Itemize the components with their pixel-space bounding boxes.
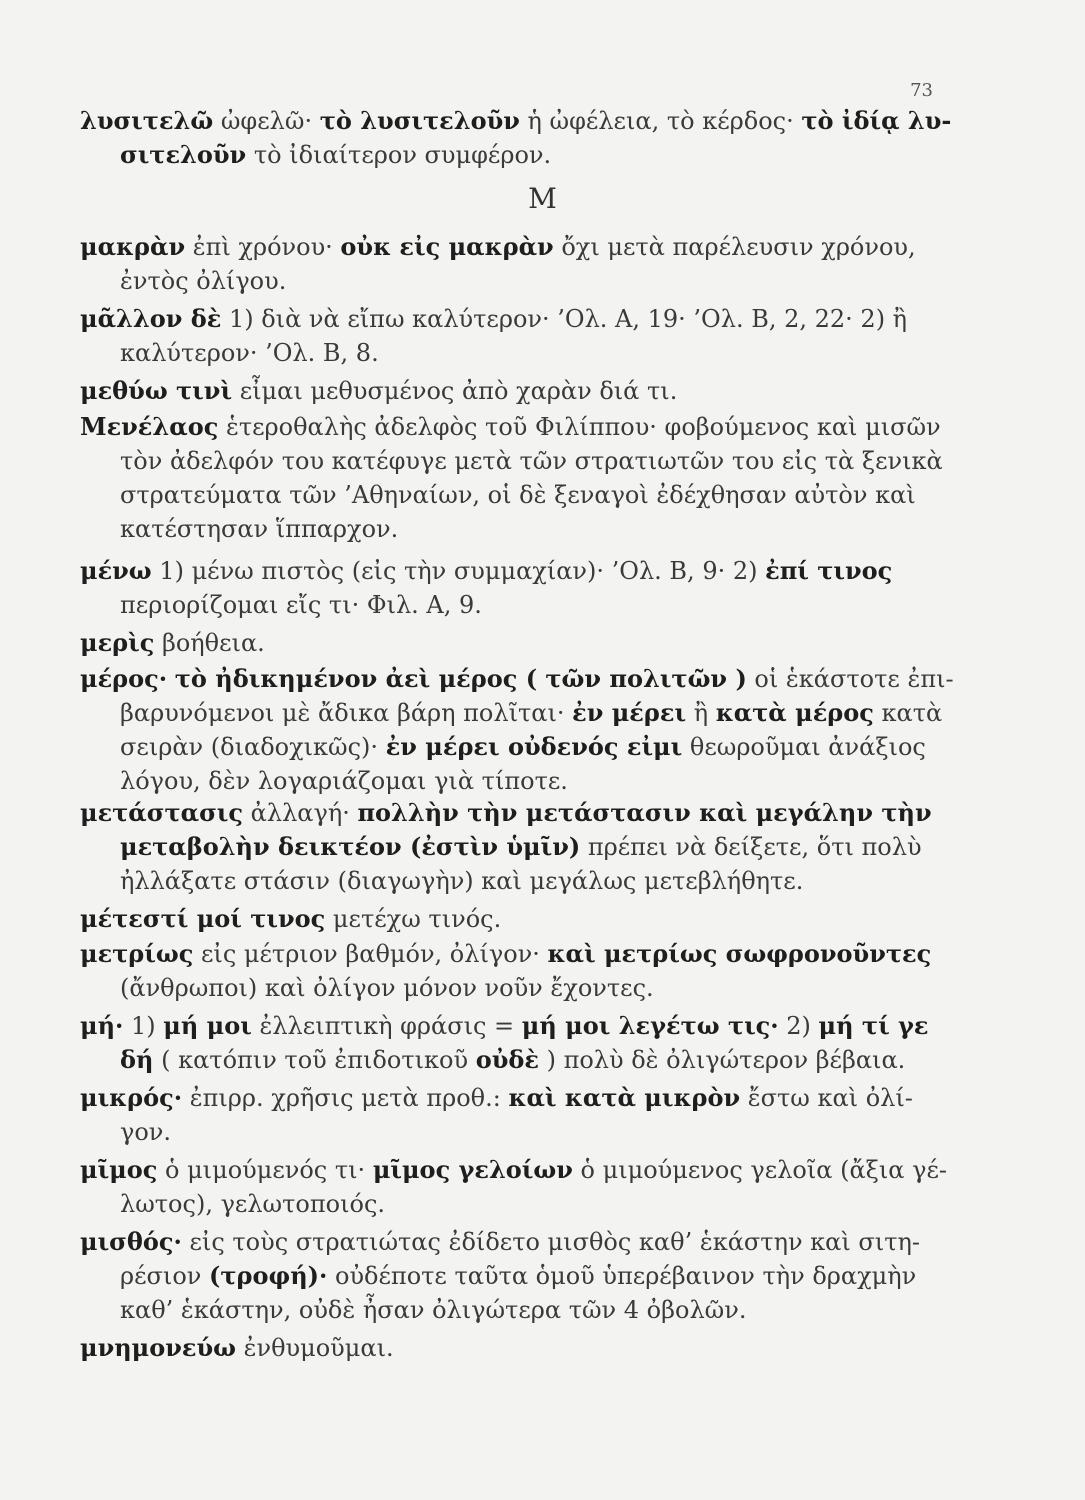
headword-text: σιτελοῦν <box>120 140 247 169</box>
definition-text: ὄχι μετὰ παρέλευσιν χρόνου, <box>553 233 916 261</box>
entry-continuation-line <box>80 588 918 622</box>
definition-text: σειρὰν (διαδοχικῶς)· <box>120 733 386 761</box>
entry-continuation-line <box>80 1259 918 1293</box>
headword-text: ἐν μέρει οὐδενός εἰμι <box>385 732 683 761</box>
headword-text: οὐδὲ <box>475 1045 539 1074</box>
definition-text: κατὰ <box>873 699 943 727</box>
headword-text: δή <box>120 1045 154 1074</box>
headword-text: τὸ λυσιτελοῦν <box>319 106 520 135</box>
definition-text: περιορίζομαι εἴς τι· Φιλ. Α, 9. <box>120 591 482 619</box>
entry-continuation-line <box>80 1293 918 1327</box>
definition-text: κατέστησαν ἵππαρχον. <box>120 515 399 543</box>
definition-text: ( κατόπιν τοῦ ἐπιδοτικοῦ <box>153 1046 476 1074</box>
definition-text: λόγου, δὲν λογαριάζομαι γιὰ τίποτε. <box>120 767 568 795</box>
page-number: 73 <box>910 80 933 101</box>
definition-text <box>167 665 175 693</box>
entry-meris <box>80 626 918 660</box>
entry-headline <box>80 410 941 444</box>
entry-me <box>80 1009 929 1077</box>
entry-headline <box>80 230 918 264</box>
entry-methyo <box>80 374 918 408</box>
entry-continuation-line <box>80 1187 918 1221</box>
entry-headline <box>80 1225 918 1259</box>
entry-headline <box>80 302 918 336</box>
definition-text: ὁ μιμούμενος γελοῖα (ἄξια γέ- <box>572 1156 948 1184</box>
definition-text: στρατεύματα τῶν ’Αθηναίων, οἱ δὲ ξεναγοὶ ἐδέχθησαν αὐτὸν καὶ <box>120 481 916 509</box>
definition-text: 1) <box>123 1012 164 1040</box>
definition-text: εἰς τοὺς στρατιώτας ἐδίδετο μισθὸς καθ’ ἑκάστην καὶ σιτη- <box>181 1228 920 1256</box>
definition-text: ὁ μιμούμενός τι· <box>157 1156 373 1184</box>
headword-text: μῖμος <box>80 1155 158 1184</box>
definition-text: ἢ <box>686 699 716 727</box>
headword-text: μή μοι <box>163 1011 252 1040</box>
headword-text: Μενέλαος <box>80 412 219 441</box>
headword-text: μνημονεύω <box>80 1333 236 1362</box>
headword-text: καὶ μετρίως σωφρονοῦντες <box>547 939 932 968</box>
headword-text: μή· <box>80 1011 124 1040</box>
definition-text: ἔστω καὶ ὀλί- <box>740 1084 913 1112</box>
entry-continuation-line <box>80 336 918 370</box>
entry-continuation-line <box>80 1043 918 1077</box>
entry-continuation-line <box>80 138 918 172</box>
letter-heading: M <box>528 182 557 215</box>
entry-headline <box>80 937 932 971</box>
entry-continuation-line <box>80 512 918 546</box>
headword-text: μετρίως <box>80 939 194 968</box>
definition-text: 2) <box>778 1012 819 1040</box>
entry-mnemoneuo <box>80 1331 918 1365</box>
headword-text: μᾶλλον δὲ <box>80 304 222 333</box>
entry-headline <box>80 104 952 138</box>
definition-text: ἐλλειπτικὴ φράσις = <box>251 1012 522 1040</box>
definition-text: τὸ ἰδιαίτερον συμφέρον. <box>246 141 552 169</box>
entry-misthos <box>80 1225 918 1327</box>
headword-text: τὸ ἠδικημένον ἀεὶ μέρος ( τῶν πολιτῶν ) <box>174 664 747 693</box>
headword-text: μακρὰν <box>80 232 186 261</box>
entry-continuation-line <box>80 864 918 898</box>
headword-text: (τροφή)· <box>209 1261 328 1290</box>
entry-continuation-line <box>80 971 918 1005</box>
entry-continuation-line <box>80 264 918 298</box>
headword-text: μή μοι λεγέτω τις· <box>521 1011 779 1040</box>
entry-continuation-line <box>80 478 918 512</box>
headword-text: μικρός· <box>80 1083 183 1112</box>
headword-text: μέρος· <box>80 664 168 693</box>
headword-text: μεθύω τινὶ <box>80 376 233 405</box>
definition-text: ἐντὸς ὀλίγου. <box>120 267 287 295</box>
definition-text: ἀλλαγή· <box>243 799 358 827</box>
headword-text: οὐκ εἰς μακρὰν <box>340 232 554 261</box>
entry-lysitelo <box>80 104 952 172</box>
entry-headline <box>80 902 918 936</box>
headword-text: τὸ ἰδίᾳ λυ- <box>801 106 952 135</box>
definition-text: ἐπὶ χρόνου· <box>185 233 341 261</box>
headword-text: πολλὴν τὴν μετάστασιν καὶ μεγάλην τὴν <box>357 798 932 827</box>
headword-text: μέτεστί μοί τινος <box>80 904 326 933</box>
definition-text: λωτος), γελωτοποιός. <box>120 1190 386 1218</box>
entry-menelaos <box>80 410 943 546</box>
entry-headline <box>80 662 954 696</box>
entry-mimos <box>80 1153 948 1221</box>
entry-continuation-line <box>80 696 943 730</box>
entry-headline <box>80 796 932 830</box>
entry-headline <box>80 1153 948 1187</box>
headword-text: μή τί γε <box>818 1011 929 1040</box>
definition-text: καλύτερον· ’Ολ. Β, 8. <box>120 339 379 367</box>
headword-text: μερὶς <box>80 628 155 657</box>
definition-text: ἡ ὠφέλεια, τὸ κέρδος· <box>519 107 802 135</box>
entry-continuation-line <box>80 764 918 798</box>
definition-text: ὠφελῶ· <box>213 107 320 135</box>
definition-text: βαρυνόμενοι μὲ ἄδικα βάρη πολῖται· <box>120 699 573 727</box>
definition-text: ρέσιον <box>120 1262 210 1290</box>
entry-meno <box>80 554 918 622</box>
definition-text: 1) μένω πιστὸς (εἰς τὴν συμμαχίαν)· ’Ολ. Β, 9· 2) <box>151 557 766 585</box>
headword-text: ἐπί τινος <box>765 556 893 585</box>
headword-text: μένω <box>80 556 152 585</box>
definition-text: οἱ ἑκάστοτε ἐπι- <box>746 665 954 693</box>
headword-text: ἐν μέρει <box>572 698 687 727</box>
entry-headline <box>80 1009 929 1043</box>
definition-text: ἐπιρρ. χρῆσις μετὰ προθ.: <box>182 1084 509 1112</box>
entry-makran <box>80 230 918 298</box>
definition-text: ) πολὺ δὲ ὀλιγώτερον βέβαια. <box>538 1046 906 1074</box>
entry-metastasis <box>80 796 932 898</box>
definition-text: καθ’ ἑκάστην, οὐδὲ ἦσαν ὀλιγώτερα τῶν 4 ὀβολῶν. <box>120 1296 747 1324</box>
entry-headline <box>80 1081 918 1115</box>
definition-text: βοήθεια. <box>154 629 265 657</box>
entry-continuation-line <box>80 830 922 864</box>
entry-mikros <box>80 1081 918 1149</box>
entry-metrios <box>80 937 932 1005</box>
definition-text: τὸν ἀδελφόν του κατέφυγε μετὰ τῶν στρατιωτῶν του εἰς τὰ ξενικὰ <box>120 447 943 475</box>
definition-text: οὐδέποτε ταῦτα ὁμοῦ ὑπερέβαινον τὴν δραχμὴν <box>327 1262 917 1290</box>
definition-text: 1) διὰ νὰ εἴπω καλύτερον· ’Ολ. Α, 19· ’Ολ. Β, 2, 22· 2) ἢ <box>221 305 908 333</box>
definition-text: εἰς μέτριον βαθμόν, ὀλίγον· <box>193 940 548 968</box>
entry-continuation-line <box>80 444 943 478</box>
definition-text: ἠλλάξατε στάσιν (διαγωγὴν) καὶ μεγάλως μετεβλήθητε. <box>120 867 804 895</box>
entry-metesti <box>80 902 918 936</box>
entry-continuation-line <box>80 1115 918 1149</box>
headword-text: μῖμος γελοίων <box>372 1155 573 1184</box>
definition-text: θεωροῦμαι ἀνάξιος <box>682 733 926 761</box>
headword-text: μετάστασις <box>80 798 244 827</box>
definition-text: γον. <box>120 1118 172 1146</box>
entry-headline <box>80 626 918 660</box>
entry-headline <box>80 374 918 408</box>
definition-text: ἐνθυμοῦμαι. <box>236 1334 394 1362</box>
definition-text: εἶμαι μεθυσμένος ἀπὸ χαρὰν διά τι. <box>232 377 678 405</box>
definition-text: (ἄνθρωποι) καὶ ὀλίγον μόνον νοῦν ἔχοντες. <box>120 974 654 1002</box>
headword-text: μεταβολὴν δεικτέον (ἐστὶν ὑμῖν) <box>120 832 581 861</box>
definition-text: ἑτεροθαλὴς ἀδελφὸς τοῦ Φιλίππου· φοβούμενος καὶ μισῶν <box>218 413 941 441</box>
entry-headline <box>80 554 918 588</box>
headword-text: καὶ κατὰ μικρὸν <box>508 1083 741 1112</box>
headword-text: μισθός· <box>80 1227 182 1256</box>
headword-text: κατὰ μέρος <box>715 698 874 727</box>
entry-headline <box>80 1331 918 1365</box>
entry-mallon-de <box>80 302 918 370</box>
definition-text: πρέπει νὰ δείξετε, ὅτι πολὺ <box>580 833 922 861</box>
headword-text: λυσιτελῶ <box>80 106 214 135</box>
entry-continuation-line <box>80 730 926 764</box>
definition-text: μετέχω τινός. <box>325 905 502 933</box>
entry-meros <box>80 662 954 798</box>
